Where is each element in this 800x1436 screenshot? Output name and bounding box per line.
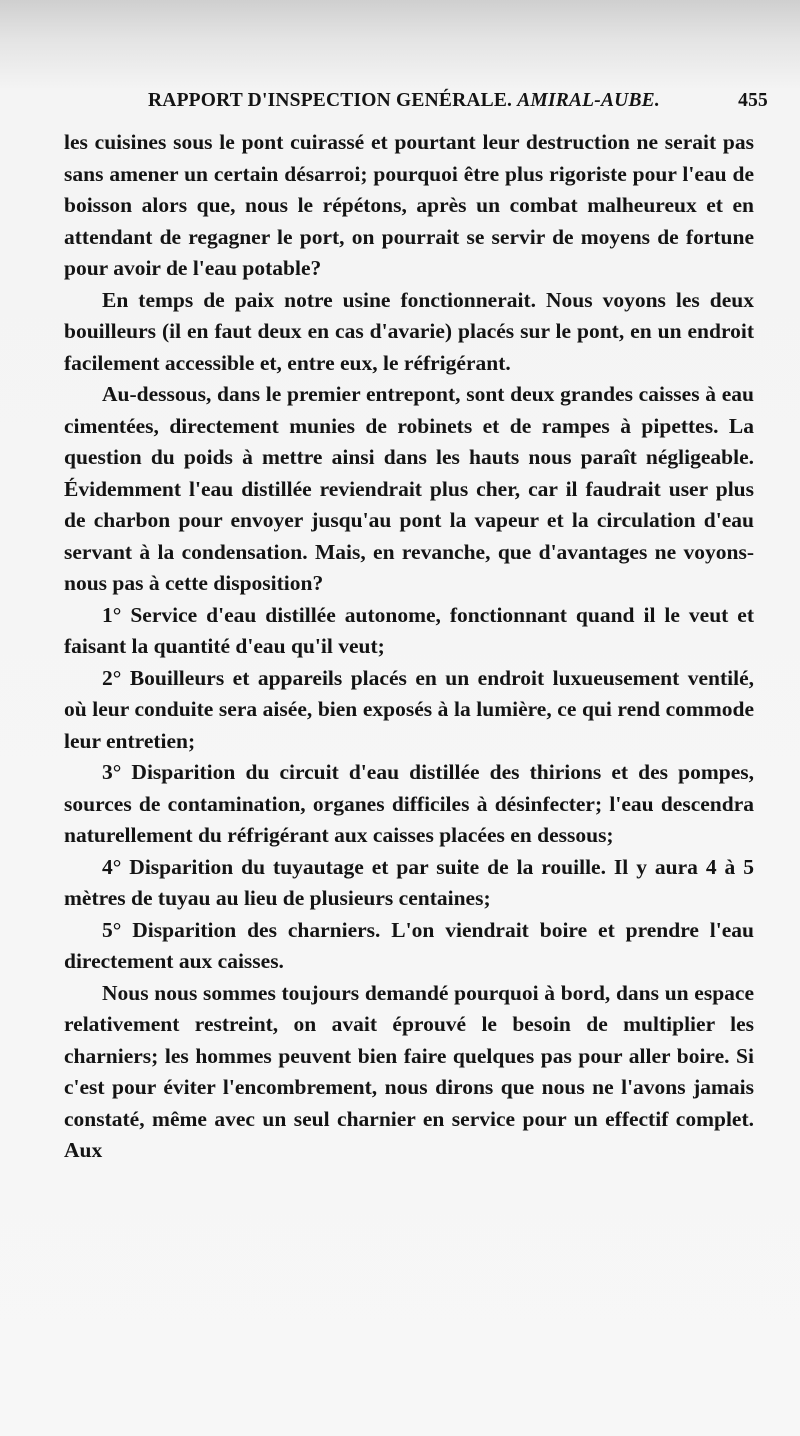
paragraph-charniers: Nous nous sommes toujours demandé pourquoi à bord, dans un espace relativement restreint, on avait éprouvé le besoin de multiplier les charniers; les hommes peuvent bien faire quelques pas pour aller boire. Si c'est pour éviter l'encombrement, nous dirons que nous ne l'avons jamais constaté, même avec un seul charnier en service pour un effectif complet. Aux (64, 980, 754, 1162)
paragraph-peacetime: En temps de paix notre usine fonctionnerait. Nous voyons les deux bouilleurs (il en faut deux en cas d'avarie) placés sur le pont, en un endroit facilement accessible et, entre eux, le réfrigérant. (64, 287, 754, 375)
paragraph-entrepont: Au-dessous, dans le premier entrepont, sont deux grandes caisses à eau cimentées, directement munies de robinets et de rampes à pipettes. La question du poids à mettre ainsi dans les hauts nous paraît négligeable. Évidemment l'eau distillée reviendrait plus cher, car il faudrait user plus de charbon pour envoyer jusqu'au pont la vapeur et la circulation d'eau servant à la condensation. Mais, en revanche, que d'avantages ne voyons-nous pas à cette disposition? (64, 382, 754, 595)
running-title (148, 90, 660, 112)
page-header (148, 90, 768, 120)
list-item-3: 3° Disparition du circuit d'eau distillée des thirions et des pompes, sources de contamination, organes difficiles à désinfecter; l'eau descendra naturellement du réfrigérant aux caisses placées en dessous; (64, 760, 754, 847)
list-item-4: 4° Disparition du tuyautage et par suite de la rouille. Il y aura 4 à 5 mètres de tuyau au lieu de plusieurs centaines; (64, 854, 754, 910)
body-text (64, 127, 754, 1167)
page-number: 455 (738, 90, 768, 111)
list-item-5: 5° Disparition des charniers. L'on viendrait boire et prendre l'eau directement aux caisses. (64, 917, 754, 973)
report-title: RAPPORT D'INSPECTION GENÉRALE. (148, 90, 513, 111)
list-item-2: 2° Bouilleurs et appareils placés en un endroit luxueusement ventilé, où leur conduite sera aisée, bien exposés à la lumière, ce qui rend commode leur entretien; (64, 665, 754, 753)
paragraph-continuation: les cuisines sous le pont cuirassé et pourtant leur destruction ne serait pas sans amener un certain désarroi; pourquoi être plus rigoriste pour l'eau de boisson alors que, nous le répétons, après un combat malheureux et en attendant de regagner le port, on pourrait se servir de moyens de fortune pour avoir de l'eau potable? (64, 130, 754, 280)
ship-name: AMIRAL-AUBE. (517, 90, 660, 111)
list-item-1: 1° Service d'eau distillée autonome, fonctionnant quand il le veut et faisant la quantité d'eau qu'il veut; (64, 602, 754, 658)
